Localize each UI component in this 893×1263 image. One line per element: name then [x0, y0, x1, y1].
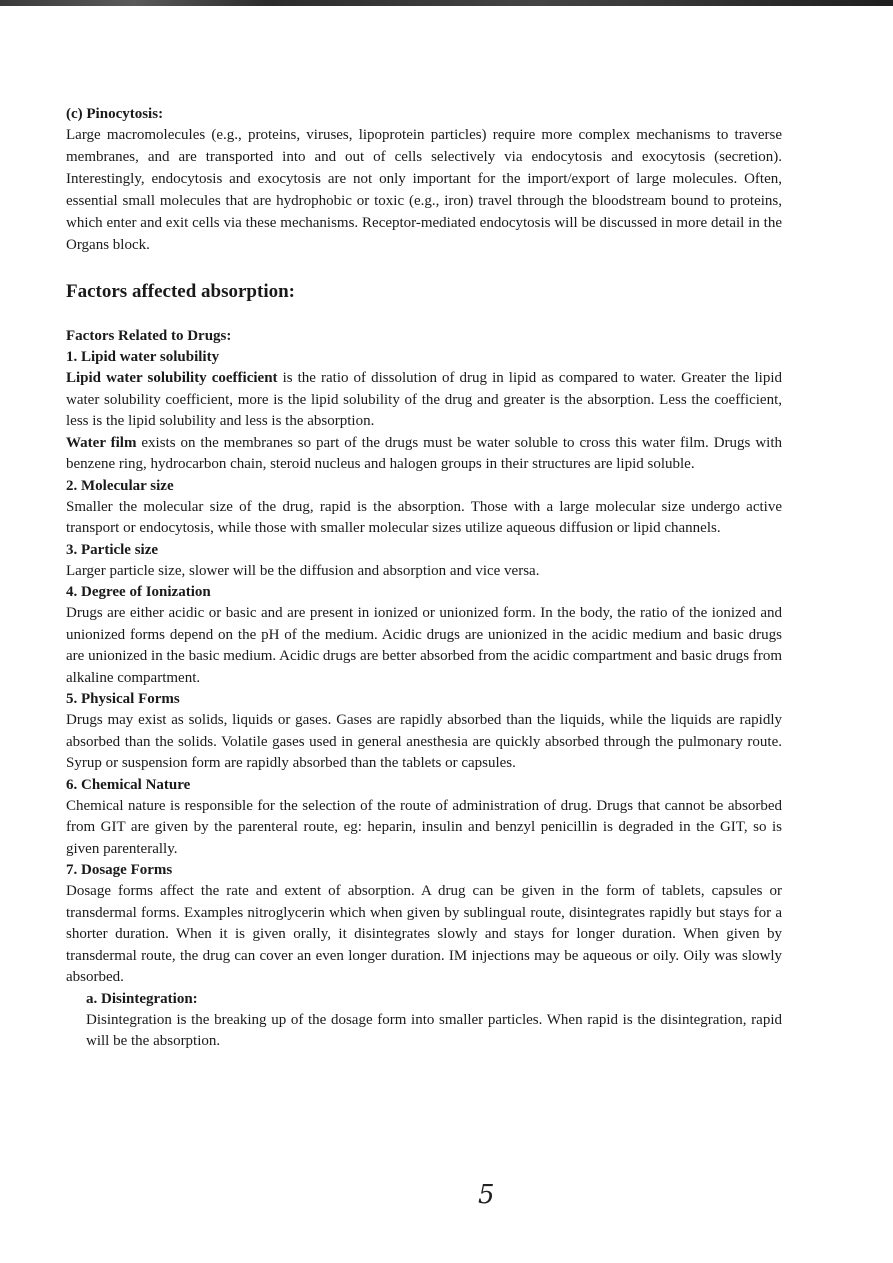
- section-2-text: Smaller the molecular size of the drug, rapid is the absorption. Those with a large molecular size undergo active transport or endocytosis, while those with smaller molecular sizes utilize aqueous diffusion or lipid channels.: [66, 498, 782, 536]
- section-5-text: Drugs may exist as solids, liquids or gases. Gases are rapidly absorbed than the liquids, while the liquids are rapidly absorbed than the solids. Volatile gases used in general anesthesia are quickly absorbed through the pulmonary route. Syrup or suspension form are rapidly absorbed than the tablets or capsules.: [66, 712, 782, 771]
- section-1-text-1: is the ratio of dissolution of drug in lipid as compared to water. Greater the lipid water solubility coefficient, more is the lipid solubility of the drug and greater is the absorption. Less the coefficient, less is the lipid solubility and less is the absorption.: [66, 370, 782, 429]
- section-7-title: 7. Dosage Forms: [66, 862, 173, 878]
- section-7-text: Dosage forms affect the rate and extent of absorption. A drug can be given in the form of tablets, capsules or transdermal forms. Examples nitroglycerin which when given by sublingual route, disintegrates rapidly but stays for a shorter duration. When it is given orally, it disintegrates slowly and stays for longer duration. When given by transdermal route, the drug can cover an even longer duration. IM injections may be aqueous or oily. Oily was slowly absorbed.: [66, 883, 782, 985]
- main-heading: Factors affected absorption:: [66, 281, 296, 302]
- section-2-title: 2. Molecular size: [66, 477, 174, 494]
- section-1-paragraph-2: [66, 433, 782, 476]
- section-6-title: 6. Chemical Nature: [66, 776, 191, 793]
- pinocytosis-title: (c) Pinocytosis:: [66, 106, 164, 122]
- section-1-title: 1. Lipid water solubility: [66, 349, 220, 365]
- section-1-lead-term: Lipid water solubility coefficient: [66, 370, 278, 386]
- section-3-title: 3. Particle size: [66, 541, 159, 558]
- section-7a-text: Disintegration is the breaking up of the dosage form into smaller particles. When rapid is the disintegration, rapid will be the absorption.: [86, 1011, 782, 1049]
- section-7a-block: [66, 989, 782, 1053]
- document-page: [66, 104, 782, 1053]
- section-4-text: Drugs are either acidic or basic and are present in ionized or unionized form. In the body, the ratio of the ionized and unionized forms depend on the pH of the medium. Acidic drugs are unionized in the acidic medium and basic drugs are unionized in the basic medium. Acidic drugs are better absorbed from the acidic compartment and basic drugs from alkaline compartment.: [66, 605, 782, 686]
- section-6-text: Chemical nature is responsible for the selection of the route of administration of drug. Drugs that cannot be absorbed from GIT are given by the parenteral route, eg: heparin, insulin and benzyl penicillin is degraded in the GIT, so is given parenterally.: [66, 797, 782, 857]
- section-1-text-2: exists on the membranes so part of the drugs must be water soluble to cross this water film. Drugs with benzene ring, hydrocarbon chain, steroid nucleus and halogen groups in their structures are lipid soluble.: [66, 434, 782, 472]
- page-number: 5: [478, 1180, 495, 1210]
- section-1-lead-term-2: Water film: [66, 434, 137, 451]
- scan-top-edge: [0, 0, 893, 6]
- drug-factors-heading: Factors Related to Drugs:: [66, 328, 232, 344]
- section-5-title: 5. Physical Forms: [66, 691, 180, 707]
- section-3-text: Larger particle size, slower will be the diffusion and absorption and vice versa.: [66, 562, 540, 579]
- pinocytosis-text: Large macromolecules (e.g., proteins, viruses, lipoprotein particles) require more complex mechanisms to traverse membranes, and are transported into and out of cells selectively via endocytosis and exocytosis (secretion). Interestingly, endocytosis and exocytosis are not only important for the import/export of large molecules. Often, essential small molecules that are hydrophobic or toxic (e.g., iron) travel through the bloodstream bound to proteins, which enter and exit cells via these mechanisms. Receptor-mediated endocytosis will be discussed in more detail in the Organs block.: [66, 127, 782, 253]
- section-7a-title: a. Disintegration:: [86, 990, 198, 1007]
- section-1-paragraph-1: [66, 368, 782, 433]
- section-4-title: 4. Degree of Ionization: [66, 584, 211, 600]
